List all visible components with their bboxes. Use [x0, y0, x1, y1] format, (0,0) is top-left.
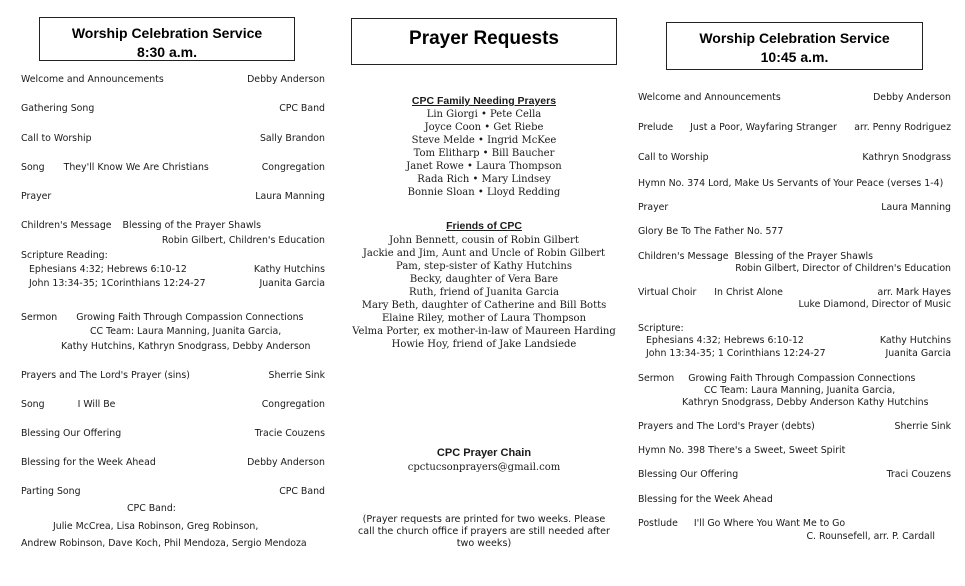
family-item: Steve Melde • Ingrid McKee [411, 135, 557, 146]
friends-item: Jackie and Jim, Aunt and Uncle of Robin Gilbert [362, 248, 606, 259]
left-title: Worship Celebration Service [71, 25, 263, 41]
friends-item: Ruth, friend of Juanita Garcia [408, 287, 559, 298]
friends-item: Mary Beth, daughter of Catherine and Bill Botts [361, 300, 607, 311]
left-scripture-heading: Scripture Reading: [21, 250, 108, 261]
right-title: Worship Celebration Service [699, 30, 890, 46]
right-item-virtual-choir: Virtual Choir In Christ Alone arr. Mark Hayes [638, 287, 951, 298]
right-item-prayer: Prayer Laura Manning [638, 202, 951, 213]
friends-item: Howie Hoy, friend of Jake Landsiede [391, 339, 577, 350]
left-time: 8:30 a.m. [137, 44, 197, 60]
friends-item: Elaine Riley, mother of Laura Thompson [381, 313, 587, 324]
left-item-gathering-song: Gathering Song CPC Band [21, 103, 325, 114]
right-scripture-heading: Scripture: [638, 323, 684, 334]
left-scripture-2: John 13:34-35; 1Corinthians 12:24-27 Juanita Garcia [29, 278, 325, 289]
right-program [638, 0, 951, 586]
right-item-hymn-374: Hymn No. 374 Lord, Make Us Servants of Your Peace (verses 1-4) [638, 178, 944, 189]
left-childrens-message: Children's Message Blessing of the Prayer Shawls [21, 220, 262, 231]
left-band-line-1: Julie McCrea, Lisa Robinson, Greg Robinson, [53, 521, 259, 532]
left-item-offering: Blessing Our Offering Tracie Couzens [21, 428, 325, 439]
right-item-glory-be: Glory Be To The Father No. 577 [638, 226, 784, 237]
left-sermon-team-1: CC Team: Laura Manning, Juanita Garcia, [90, 326, 282, 337]
prayer-chain-email[interactable]: cpctucsonprayers@gmail.com [407, 462, 561, 473]
right-time: 10:45 a.m. [760, 49, 829, 65]
right-childrens-leader: Robin Gilbert, Director of Children's Education [735, 263, 951, 274]
right-item-welcome: Welcome and Announcements Debby Anderson [638, 92, 951, 103]
left-item-song: Song They'll Know We Are Christians Congregation [21, 162, 325, 173]
left-item-parting-song: Parting Song CPC Band [21, 486, 325, 497]
right-childrens-message: Children's Message Blessing of the Prayer Shawls [638, 251, 874, 262]
friends-item: Pam, step-sister of Kathy Hutchins [396, 261, 572, 272]
family-item: Janet Rowe • Laura Thompson [406, 161, 562, 172]
friends-item: Becky, daughter of Vera Bare [409, 274, 559, 285]
left-sermon: Sermon Growing Faith Through Compassion Connections [21, 312, 304, 323]
family-item: Rada Rich • Mary Lindsey [417, 174, 551, 185]
left-item-welcome: Welcome and Announcements Debby Anderson [21, 74, 325, 85]
right-item-prayers: Prayers and The Lord's Prayer (debts) Sherrie Sink [638, 421, 951, 432]
right-choir-leader: Luke Diamond, Director of Music [798, 299, 951, 310]
right-item-blessing: Blessing for the Week Ahead [638, 494, 773, 505]
prayer-column [342, 0, 626, 586]
left-item-call-to-worship: Call to Worship Sally Brandon [21, 133, 325, 144]
friends-heading: Friends of CPC [446, 220, 522, 232]
right-item-postlude: Postlude I'll Go Where You Want Me to Go [638, 518, 846, 529]
right-item-offering: Blessing Our Offering Traci Couzens [638, 469, 951, 480]
left-childrens-leader: Robin Gilbert, Children's Education [161, 235, 325, 246]
family-list [342, 108, 626, 199]
family-item: Bonnie Sloan • Lloyd Redding [407, 187, 561, 198]
left-item-prayer: Prayer Laura Manning [21, 191, 325, 202]
family-item: Tom Elitharp • Bill Baucher [413, 148, 555, 159]
prayer-requests-title: Prayer Requests [409, 28, 559, 49]
right-sermon: Sermon Growing Faith Through Compassion Connections [638, 373, 916, 384]
friends-item: Velma Porter, ex mother-in-law of Maureen Harding [352, 326, 616, 337]
left-sermon-team-2: Kathy Hutchins, Kathryn Snodgrass, Debby Anderson [61, 341, 311, 352]
left-program [21, 0, 325, 586]
right-item-prelude: Prelude Just a Poor, Wayfaring Stranger arr. Penny Rodriguez [638, 122, 951, 133]
left-band-line-2: Andrew Robinson, Dave Koch, Phil Mendoza, Sergio Mendoza [21, 538, 307, 549]
friends-item: John Bennett, cousin of Robin Gilbert [389, 235, 579, 246]
prayer-note: (Prayer requests are printed for two weeks. Please call the church office if prayers are still needed after two weeks) [358, 514, 610, 549]
left-band-heading: CPC Band: [127, 503, 176, 514]
family-heading: CPC Family Needing Prayers [411, 95, 557, 107]
right-item-call-to-worship: Call to Worship Kathryn Snodgrass [638, 152, 951, 163]
right-postlude-credit: C. Rounsefell, arr. P. Cardall [806, 531, 935, 542]
right-sermon-team-1: CC Team: Laura Manning, Juanita Garcia, [704, 385, 896, 396]
prayer-chain-heading: CPC Prayer Chain [436, 447, 532, 459]
right-scripture-1: Ephesians 4:32; Hebrews 6:10-12 Kathy Hutchins [646, 335, 951, 346]
left-item-song-2: Song I Will Be Congregation [21, 399, 325, 410]
right-scripture-2: John 13:34-35; 1 Corinthians 12:24-27 Juanita Garcia [646, 348, 951, 359]
family-item: Lin Giorgi • Pete Cella [426, 109, 542, 120]
friends-list [342, 234, 626, 351]
right-sermon-team-2: Kathryn Snodgrass, Debby Anderson Kathy Hutchins [682, 397, 929, 408]
left-scripture-1: Ephesians 4:32; Hebrews 6:10-12 Kathy Hutchins [29, 264, 325, 275]
family-item: Joyce Coon • Get Riebe [424, 122, 544, 133]
left-item-blessing: Blessing for the Week Ahead Debby Anderson [21, 457, 325, 468]
left-item-prayers: Prayers and The Lord's Prayer (sins) Sherrie Sink [21, 370, 325, 381]
right-item-hymn-398: Hymn No. 398 There's a Sweet, Sweet Spirit [638, 445, 846, 456]
